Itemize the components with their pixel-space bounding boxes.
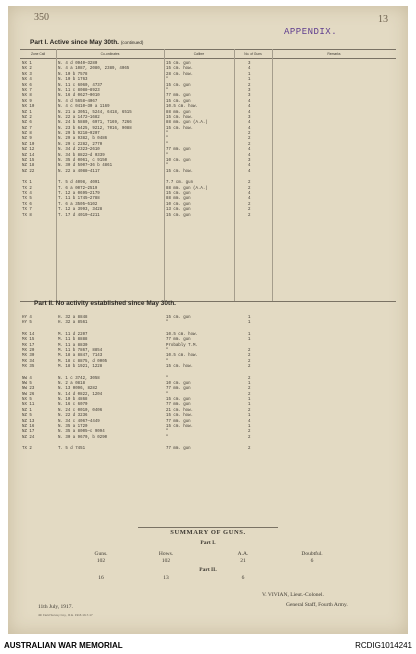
table-cell: 10 cm. gun [166,159,191,164]
summary-p1-doubtful: 6 [310,558,314,564]
table-cell: " [166,142,169,147]
table-cell: MX 30 [22,354,35,359]
table-cell: " [166,435,169,440]
table-cell: N. 16 d 0627—0010 [58,94,100,99]
table-cell: N. 34 c 4067—4449 [58,419,100,424]
table-cell: 2 [248,430,251,435]
table-cell: TX 7 [22,208,32,213]
table-cell: N. 24 c 0010, 0406 [58,408,103,413]
table-cell: 15 cm. how. [166,365,194,370]
col-separator [272,49,273,301]
archive-reference: RCDIG1014241 [355,641,412,650]
table-cell: N. 4 d 5658—4067 [58,99,98,104]
table-cell: 77 mm. gun [166,338,191,343]
part2-calibre-column [166,316,198,453]
table-cell: TX 1 [22,181,32,186]
summary-header-doubtful: Doubtful. [301,551,323,557]
table-cell: 4 [248,164,251,169]
table-top-rule [20,49,396,50]
table-cell: 3 [248,88,251,93]
table-cell: N. 34 b 8822—d 0339 [58,153,105,158]
table-cell: Probably T.M. [166,343,198,348]
table-cell: H. 32 a 8561 [58,321,88,326]
table-cell: 2 [248,365,251,370]
table-cell: NZ 22 [22,169,35,174]
table-cell: NX 7 [22,88,32,93]
table-cell: TX 2 [22,186,32,191]
table-cell: NX 6 [22,83,32,88]
appendix-stamp: APPENDIX. [284,27,338,37]
table-cell: NZ 1 [22,110,32,115]
table-cell: T. 12 a 0695—2179 [58,191,100,196]
summary-title: SUMMARY OF GUNS. [170,529,246,536]
part1-heading [30,39,143,46]
table-cell: N. 4 d 0940—3280 [58,62,98,66]
table-cell: 4 [248,169,251,174]
table-cell: 1 [248,72,251,77]
table-cell: 10.5 cm. how. [166,354,198,359]
part1-call-column [22,62,34,219]
table-cell: 10 cm. gun [166,202,191,207]
table-cell: N. 29 c 2282, 2770 [58,142,103,147]
table-cell: N. 30 a 9670, b 0290 [58,435,108,440]
table-cell: NZ 17 [22,430,35,435]
header-coordinates: Co-ordinates [100,51,120,56]
table-cell: 4 [248,191,251,196]
table-cell: TX 8 [22,213,32,218]
table-cell: 28 cm. how. [166,72,194,77]
document-date: 11th July, 1917. [38,604,73,610]
table-cell: 15 cm. gun [166,83,191,88]
table-cell: N. 13 0096, 8282 [58,387,98,392]
table-cell: 4 [248,126,251,131]
table-cell: NX 9 [22,99,32,104]
table-cell: 15 cm. gun [166,213,191,218]
table-cell: N. 22 a 4088—4117 [58,169,100,174]
table-cell: 15 cm. how. [166,126,194,131]
table-cell: NZ 2 [22,115,32,120]
table-cell: 77 mm. gun [166,387,191,392]
table-cell: NZ 8 [22,132,32,137]
signature-name: V. VIVIAN, Lieut.-Colonel. [262,592,324,598]
table-cell: 1 [248,425,251,430]
summary-p1-hows: 102 [161,558,171,564]
table-cell: T. 5 d 4098, 4091 [58,181,100,186]
header-calibre: Calibre [193,51,205,56]
table-cell: NZ 13 [22,419,35,424]
table-cell: MX 34 [22,359,35,364]
header-guns: No. of Guns [244,51,262,56]
table-cell: 1 [248,414,251,419]
document-page [8,6,408,634]
handwritten-page-number: 350 [34,12,49,23]
table-cell: TX 5 [22,197,32,202]
table-cell: 3 [248,94,251,99]
table-cell: 1 [248,78,251,83]
table-cell: 2 [248,387,251,392]
table-cell: NZ 14 [22,153,35,158]
table-cell: N. 35 a 1720 [58,425,88,430]
table-cell: NZ 10 [22,142,35,147]
table-cell: 10.5 cm. how. [166,332,198,337]
table-cell: 15 cm. how. [166,67,194,72]
table-cell: 1 [248,338,251,343]
table-cell: 1 [248,398,251,403]
summary-p2-guns: 16 [98,575,104,581]
table-cell: 77 mm. gun [166,94,191,99]
table-cell: 88 mm. gun [166,110,191,115]
table-cell: 2 [248,447,251,452]
table-cell: 10 cm. gun [166,381,191,386]
table-cell: 88 mm. gun (A.A.) [166,121,208,126]
table-cell: NZ 7 [22,126,32,131]
table-cell: 2 [248,348,251,353]
handwritten-annotation: 13 [378,14,388,25]
table-cell: 4 [248,99,251,104]
summary-header-aa: A.A. [237,551,249,557]
table-cell: 1 [248,403,251,408]
table-cell: 2 [248,408,251,413]
table-cell: HY 4 [22,316,32,320]
part1-guns-column [248,62,250,219]
table-cell: 10.5 cm. how. [166,105,198,110]
table-cell: 1 [248,332,251,337]
table-cell: 2 [248,142,251,147]
part2-guns-column [248,316,250,453]
table-cell: " [166,359,169,364]
table-cell: N. 11 c 6060, 4737 [58,83,103,88]
table-cell: MX 20 [22,348,35,353]
table-cell: " [166,132,169,137]
summary-rule [138,527,278,528]
table-cell: NX 8 [22,94,32,99]
table-cell: NZ 12 [22,148,35,153]
table-cell: NX 3 [22,72,32,77]
table-cell: " [166,137,169,142]
table-cell: NZ 6 [22,121,32,126]
table-cell: NZ 1 [22,408,32,413]
table-cell: TX 6 [22,202,32,207]
table-cell: N. 35 d 0061, c 9150 [58,159,108,164]
table-cell: M. 11 b 7867, 8854 [58,348,103,353]
table-cell: 15 cm. how. [166,169,194,174]
summary-header-hows: Hows. [158,551,174,557]
table-cell: 13 cm. gun [166,208,191,213]
table-cell: 4 [248,148,251,153]
part2-call-column [22,316,34,453]
table-cell: " [166,321,169,326]
table-cell: 4 [248,197,251,202]
table-cell: NZ 9 [22,137,32,142]
table-cell: NW 5 [22,381,32,386]
header-zone-call: Zone Call [30,51,46,56]
summary-p1-guns: 102 [96,558,106,564]
table-cell: 7.7 cm. gun [166,181,194,186]
table-cell: N. 30 d 5007—36 b 4861 [58,164,113,169]
part1-title: Part I. Active since May 30th. [30,39,119,46]
part2-coordinate-column [58,316,107,453]
table-cell: H. 32 a 8848 [58,316,88,320]
table-cell: " [166,392,169,397]
table-cell: NW 4 [22,376,32,381]
table-cell: " [166,430,169,435]
table-cell: 2 [248,181,251,186]
table-cell: N. 34 d 2323—2610 [58,148,100,153]
table-cell: 3 [248,115,251,120]
summary-p2-aa: 6 [241,575,245,581]
part2-title: Part II. No activity established since May 30th. [34,300,176,307]
table-cell: 2 [248,137,251,142]
table-cell: NZ 5 [22,414,32,419]
summary-p1-aa: 21 [240,558,246,564]
table-cell: 2 [248,186,251,191]
table-cell: N. 14 d 0822, 1204 [58,392,103,397]
table-cell: 15 cm. how. [166,414,194,419]
table-cell: T. 6 a 0072—2519 [58,186,98,191]
archive-credit: AUSTRALIAN WAR MEMORIAL [4,641,123,650]
table-cell: MX 15 [22,338,35,343]
table-cell: N. 23 b 6425, 9212, 7016, 9088 [58,126,132,131]
table-cell: NX 11 [22,403,35,408]
table-cell: NW 23 [22,387,35,392]
col-separator [164,49,165,301]
table-cell: NZ 18 [22,164,35,169]
table-cell: N. 24 b 5880, 6971, 7169, 7266 [58,121,132,126]
table-cell: N. 4 a 1087, 2080, 2389, 4065 [58,67,130,72]
table-cell: 2 [248,376,251,381]
summary-header-guns: Guns. [94,551,108,557]
table-cell: NZ 16 [22,425,35,430]
printer-note: 4th Field Survey Coy., R.E. 1916 19-7-17 [38,613,93,617]
table-cell: N. 10 b 7578 [58,72,88,77]
table-cell: 2 [248,213,251,218]
table-cell: 2 [248,202,251,207]
table-cell: 15 cm. how. [166,425,194,430]
table-cell: 2 [248,208,251,213]
table-cell: M. 18 c 8875, d 0005 [58,359,108,364]
col-separator [234,49,235,301]
table-cell: 4 [248,110,251,115]
table-cell: HY 5 [22,321,32,326]
part1-continued: (continued) [120,40,144,45]
table-cell: 3 [248,159,251,164]
table-cell: N. 22 d 3236 [58,414,88,419]
table-cell: NX 1 [22,62,32,66]
table-cell: T. 11 b 1745—2788 [58,197,100,202]
table-cell: 2 [248,354,251,359]
table-cell: 2 [248,392,251,397]
table-cell: 2 [248,83,251,88]
table-cell: M. 11 b 8888 [58,338,88,343]
table-cell: 2 [248,435,251,440]
table-cell: 88 mm. gun [166,197,191,202]
table-cell: " [166,153,169,158]
table-cell: MX 14 [22,332,35,337]
table-cell: NX 10 [22,105,35,110]
table-cell: 1 [248,316,251,320]
table-cell: NZ 15 [22,159,35,164]
table-cell: TX 2 [22,447,32,452]
table-cell: 15 cm. gun [166,99,191,104]
table-cell: M. 11 a 8830 [58,343,88,348]
table-cell: NW 26 [22,392,35,397]
table-cell: 15 cm. gun [166,398,191,403]
table-cell: T. 6 a 3505—5102 [58,202,98,207]
table-cell: " [166,164,169,169]
table-cell: N. 4 c 0410—30 a 1169 [58,105,110,110]
table-cell: M. 18 b 1921, 1228 [58,365,103,370]
table-cell: 15 cm. gun [166,62,191,66]
table-cell: 3 [248,62,251,66]
table-cell: M. 11 d 2207 [58,332,88,337]
table-cell: NX 5 [22,398,32,403]
table-cell: NX 4 [22,78,32,83]
table-cell: N. 16 c 6070 [58,403,88,408]
header-remarks: Remarks [327,51,341,56]
table-cell: 15 cm. how. [166,115,194,120]
table-cell: NX 2 [22,67,32,72]
summary-part1-label: Part I. [200,540,216,546]
table-cell: " [166,88,169,93]
table-cell: TX 4 [22,191,32,196]
table-cell: 77 mm. gun [166,148,191,153]
table-cell: 77 mm. gun [166,403,191,408]
table-cell: 21 cm. how. [166,408,194,413]
table-cell: N. 11 c 8088—8923 [58,88,100,93]
table-cell: 2 [248,359,251,364]
table-cell: N. 35 a 8005—c 9094 [58,430,105,435]
table-cell: T. 12 a 3993, 3428 [58,208,103,213]
table-cell: N. 29 a 9382, b 0486 [58,137,108,142]
table-cell: " [166,78,169,83]
table-cell: T. 5 d 7451 [58,447,86,452]
signature-title: General Staff, Fourth Army. [286,602,348,608]
table-cell: M. 18 a 8847, 7143 [58,354,103,359]
summary-part2-label: Part II. [199,567,217,573]
table-cell: 77 mm. gun [166,447,191,452]
table-cell: 4 [248,67,251,72]
table-cell: 15 cm. gun [166,316,191,320]
table-cell: MX 17 [22,343,35,348]
table-cell: 15 cm. gun [166,191,191,196]
table-cell: N. 1 c 3742, 3058 [58,376,100,381]
table-cell: MX 35 [22,365,35,370]
table-cell: N. 21 a 3051, 5244, 6418, 6515 [58,110,132,115]
table-cell: 4 [248,419,251,424]
table-cell: N. 29 b 9218—9207 [58,132,100,137]
table-cell: 88 mm. gun (A.A.) [166,186,208,191]
summary-p2-hows: 13 [163,575,169,581]
table-header-rule [20,58,396,59]
table-cell: 77 mm. gun [166,419,191,424]
col-separator [56,49,57,301]
table-cell: N. 10 b 4868 [58,398,88,403]
table-cell: NZ 24 [22,435,35,440]
table-cell: 2 [248,132,251,137]
table-cell: " [166,376,169,381]
table-cell: N. 10 b 1763 [58,78,88,83]
table-cell: 1 [248,381,251,386]
table-cell: N. 2 a 0818 [58,381,86,386]
table-cell: 1 [248,321,251,326]
table-cell: 4 [248,105,251,110]
table-cell: " [166,348,169,353]
table-cell: 4 [248,121,251,126]
part1-coordinate-column [58,62,132,219]
part1-calibre-column [166,62,208,219]
table-cell: N. 22 a 1472—1682 [58,115,100,120]
table-cell: 4 [248,153,251,158]
table-cell: T. 17 d 4019—4211 [58,213,100,218]
